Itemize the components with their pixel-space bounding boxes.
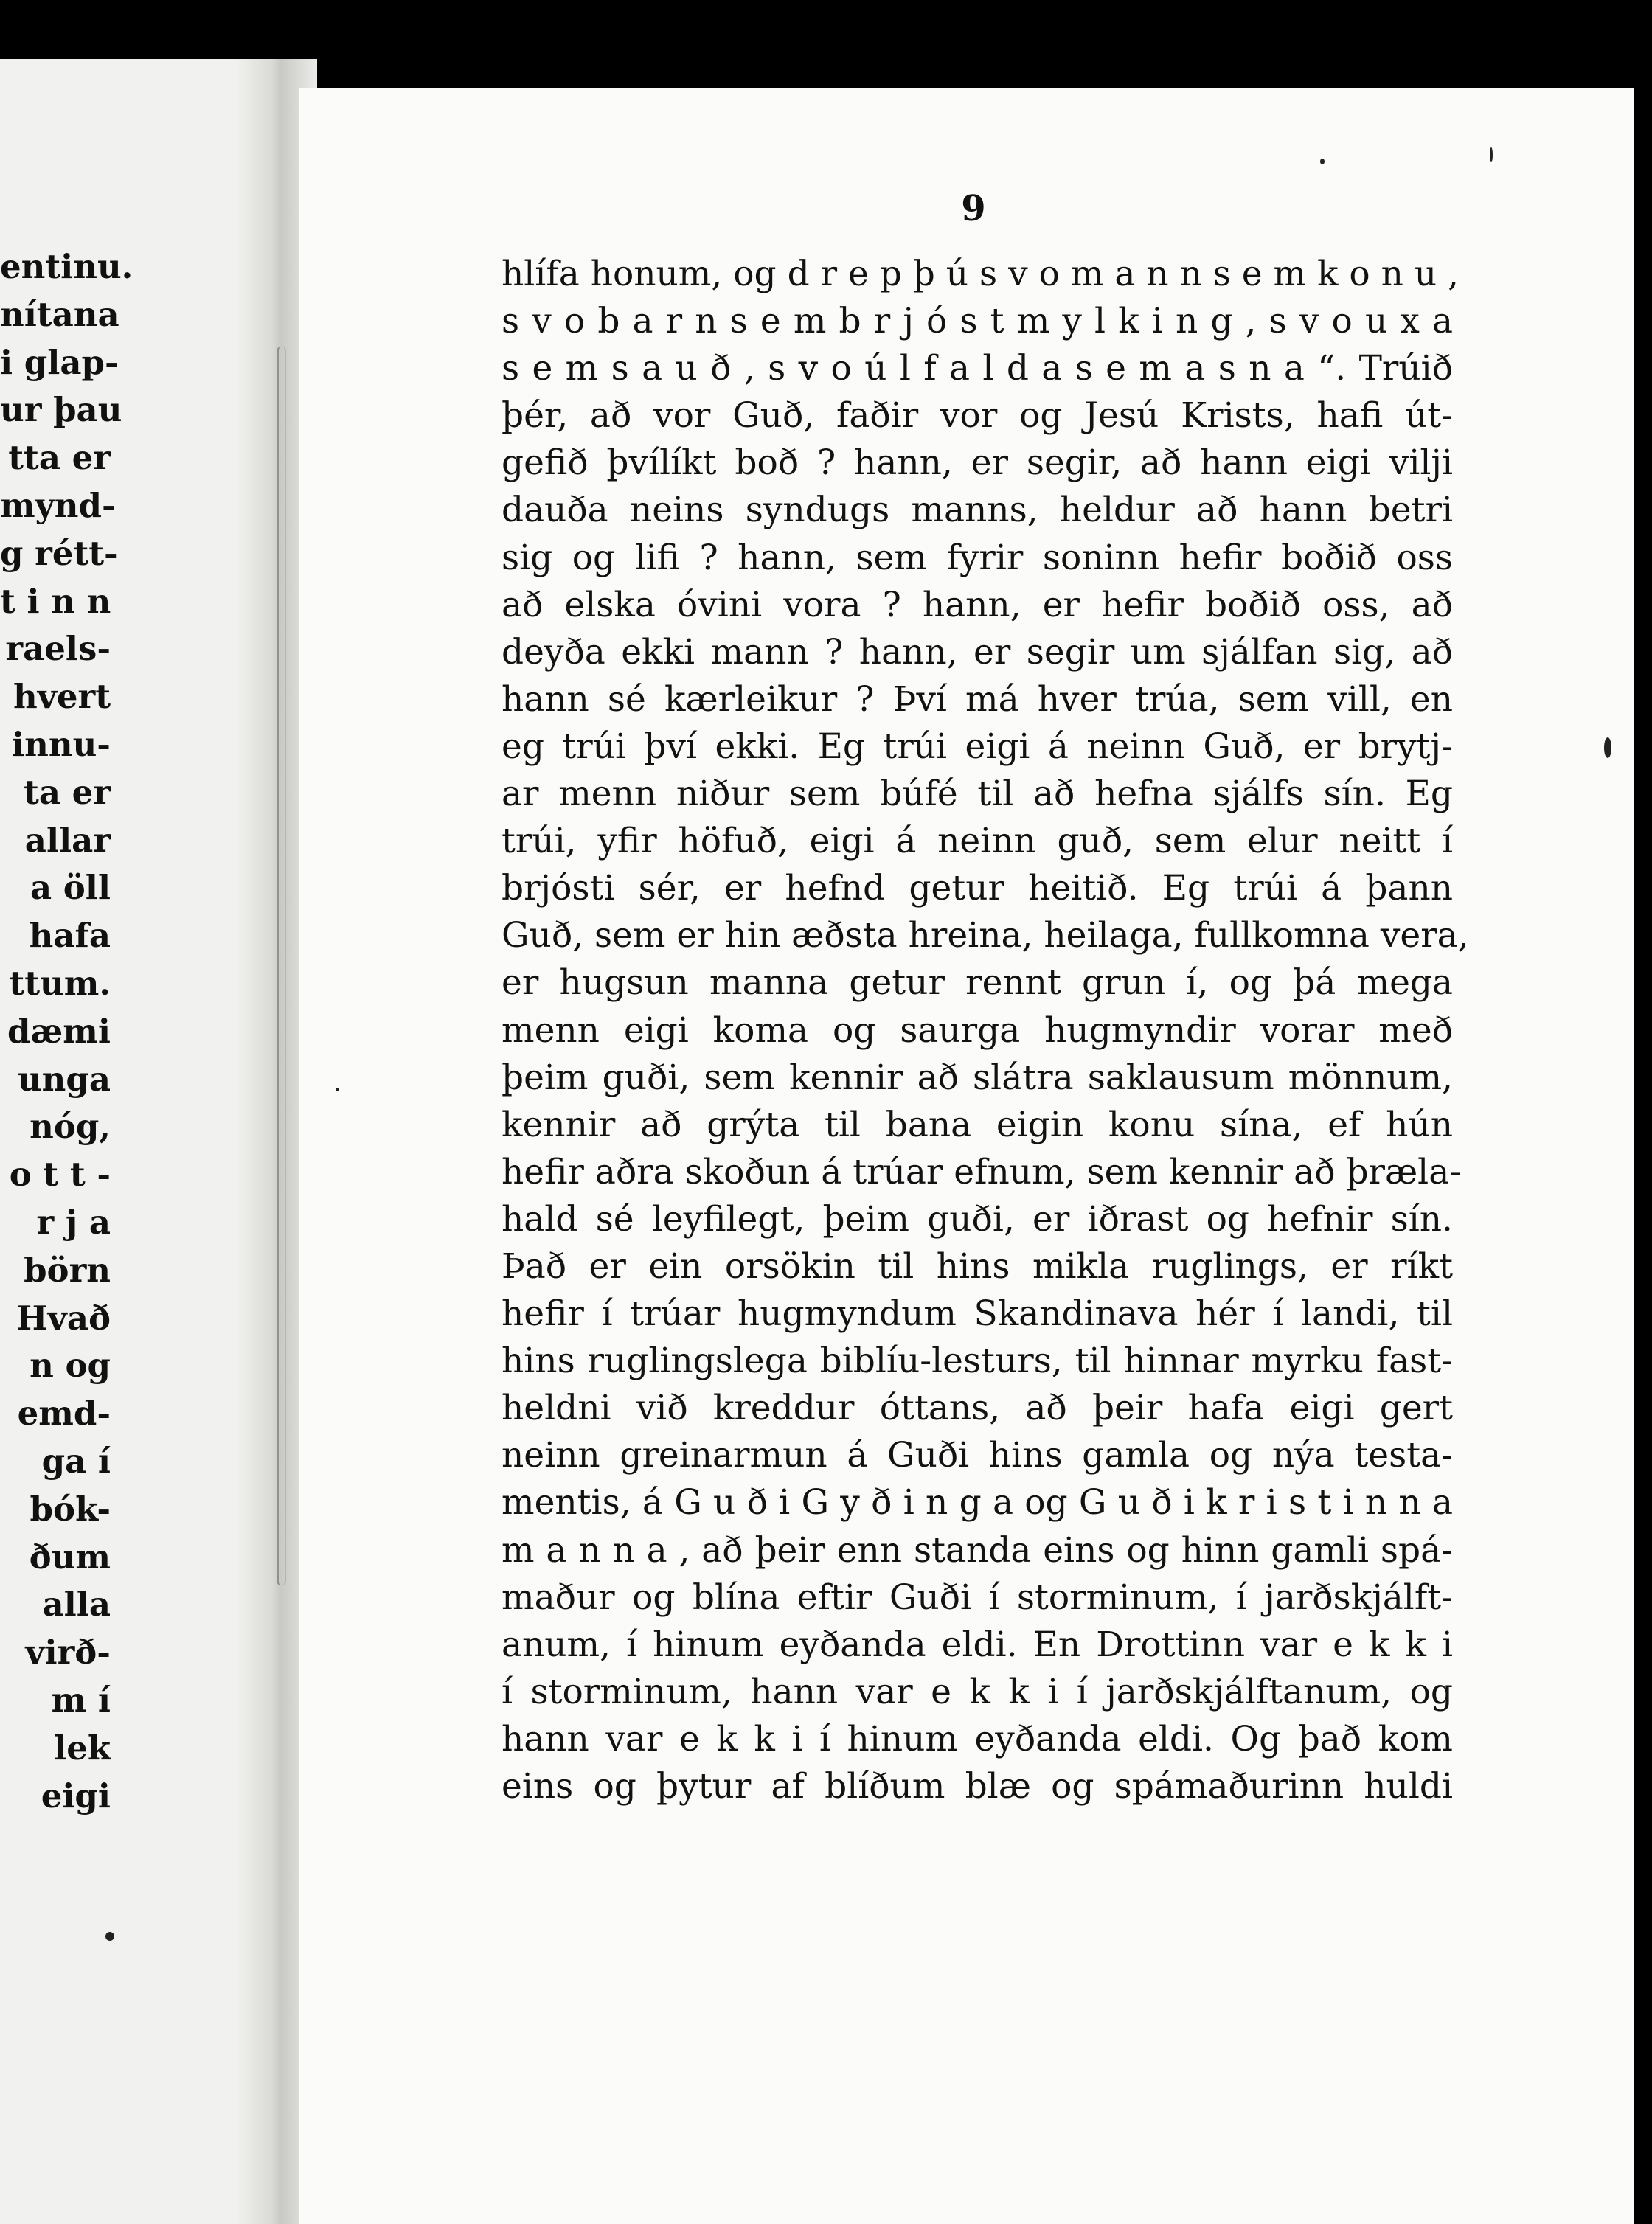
text-line: að elska óvini vora ? hann, er hefir boðið oss, að [502, 584, 1453, 625]
previous-page-line: eigi [41, 1776, 111, 1815]
dust-speck [1490, 147, 1493, 162]
text-line: deyða ekki mann ? hann, er segir um sjálfan sig, að [502, 631, 1453, 673]
text-line: maður og blína eftir Guði í storminum, í jarðskjálft- [502, 1577, 1453, 1618]
text-line: Guð, sem er hin æðsta hreina, heilaga, fullkomna vera, [502, 915, 1469, 956]
text-line: hefir aðra skoðun á trúar efnum, sem kennir að þræla- [502, 1151, 1462, 1192]
page-body-text [502, 251, 1469, 1810]
text-line: heldni við kreddur óttans, að þeir hafa eigi gert [502, 1388, 1453, 1429]
previous-page-line: hafa [29, 916, 111, 956]
previous-page-line: entinu. [0, 247, 133, 286]
previous-page-line: Hvað [16, 1298, 111, 1338]
text-line: í storminum, hann var e k k i í jarðskjálftanum, og [502, 1671, 1453, 1712]
previous-page-line: g rétt- [0, 533, 118, 573]
text-line: anum, í hinum eyðanda eldi. En Drottinn var e k k i [502, 1624, 1453, 1665]
text-line: hann sé kærleikur ? Því má hver trúa, sem vill, en [502, 678, 1453, 720]
text-line: þér, að vor Guð, faðir vor og Jesú Krists, hafi út- [502, 395, 1453, 437]
previous-page-line: hvert [13, 677, 111, 717]
previous-page-line: emd- [17, 1394, 111, 1434]
text-line: mentis, á G u ð i G y ð i n g a og G u ð i k r i s t i n n a [502, 1482, 1453, 1523]
text-line: hann var e k k i í hinum eyðanda eldi. Og það kom [502, 1718, 1453, 1759]
text-line: neinn greinarmun á Guði hins gamla og nýa testa- [502, 1435, 1453, 1476]
text-line: kennir að grýta til bana eigin konu sína, ef hún [502, 1104, 1453, 1145]
text-line: hald sé leyfilegt, þeim guði, er iðrast og hefnir sín. [502, 1198, 1453, 1240]
previous-page-line: nítana [0, 294, 119, 334]
text-line: hefir í trúar hugmyndum Skandinava hér í landi, til [502, 1293, 1453, 1335]
dust-speck [105, 1932, 114, 1941]
previous-page-line: ttum. [9, 963, 111, 1003]
previous-page-line: mynd- [0, 485, 116, 525]
previous-page-text [0, 243, 133, 1820]
previous-page-line: allar [24, 820, 111, 860]
previous-page-line: ðum [29, 1537, 111, 1577]
text-line: trúi, yfir höfuð, eigi á neinn guð, sem elur neitt í [502, 821, 1453, 862]
text-line: menn eigi koma og saurga hugmyndir vorar með [502, 1010, 1453, 1051]
text-line: Það er ein orsökin til hins mikla ruglings, er ríkt [502, 1245, 1453, 1287]
page-number: 9 [961, 188, 986, 229]
text-line: er hugsun manna getur rennt grun í, og þá mega [502, 962, 1453, 1004]
previous-page-line: unga [17, 1059, 111, 1099]
dust-speck [1320, 159, 1325, 164]
previous-page-line: lek [54, 1728, 111, 1768]
previous-page-line: tta er [8, 438, 111, 478]
text-line: gefið þvílíkt boð ? hann, er segir, að hann eigi vilji [502, 442, 1453, 484]
previous-page-line: alla [42, 1585, 111, 1624]
previous-page-line: nóg, [30, 1107, 111, 1147]
previous-page-line: t i n n [0, 581, 111, 621]
previous-page-line: ta er [24, 772, 111, 812]
previous-page-line: raels- [5, 629, 111, 669]
dust-speck [336, 1088, 339, 1091]
dust-speck [1604, 737, 1611, 758]
previous-page-line: ga í [41, 1441, 111, 1481]
previous-page-line: o t t - [9, 1155, 111, 1195]
previous-page-line: r j a [36, 1202, 111, 1242]
previous-page-line: bók- [30, 1489, 111, 1529]
previous-page-line: börn [24, 1250, 111, 1290]
text-line: dauða neins syndugs manns, heldur að hann betri [502, 490, 1453, 531]
text-line: eg trúi því ekki. Eg trúi eigi á neinn Guð, er brytj- [502, 726, 1453, 767]
previous-page-line: innu- [12, 724, 111, 764]
text-line: eins og þytur af blíðum blæ og spámaðurinn huldi [502, 1766, 1453, 1807]
text-line: m a n n a , að þeir enn standa eins og hinn gamli spá- [502, 1529, 1453, 1571]
text-line: ar menn niður sem búfé til að hefna sjálfs sín. Eg [502, 774, 1453, 815]
previous-page-line: m í [51, 1680, 111, 1720]
text-line: hlífa honum, og d r e p þ ú s v o m a n n s e m k o n u , [502, 254, 1460, 294]
text-line: brjósti sér, er hefnd getur heitið. Eg trúi á þann [502, 868, 1453, 909]
binding-thread [277, 347, 286, 1585]
previous-page-line: i glap- [0, 342, 119, 382]
text-line: hins ruglingslega biblíu-lesturs, til hinnar myrku fast- [502, 1341, 1453, 1382]
previous-page-line: ur þau [0, 390, 122, 430]
previous-page-line: dæmi [7, 1011, 111, 1051]
text-line: sig og lifi ? hann, sem fyrir soninn hefir boðið oss [502, 537, 1453, 578]
text-line: þeim guði, sem kennir að slátra saklausum mönnum, [502, 1057, 1453, 1098]
previous-page-line: a öll [30, 868, 111, 908]
previous-page-line: virð- [25, 1633, 111, 1672]
text-line: s v o b a r n s e m b r j ó s t m y l k i n g , s v o u x a [502, 301, 1453, 342]
text-line: s e m s a u ð , s v o ú l f a l d a s e m a s n a “. Trúið [502, 348, 1453, 389]
previous-page-line: n og [30, 1346, 111, 1386]
